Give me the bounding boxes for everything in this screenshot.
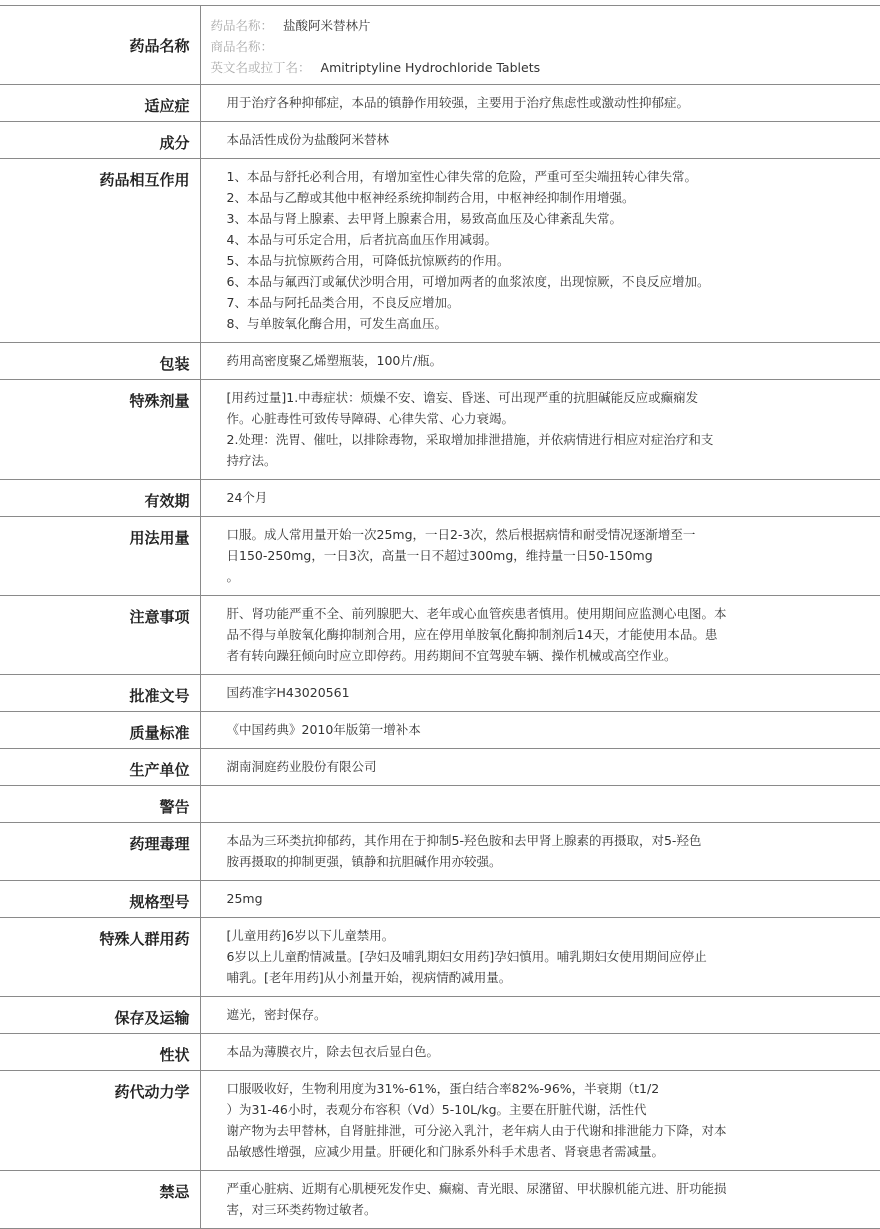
info-row [0,122,880,159]
row-content [200,881,880,918]
info-row [0,675,880,712]
content-line: 1、本品与舒托必利合用，有增加室性心律失常的危险，严重可至尖端扭转心律失常。 [226,169,697,184]
row-label: 保存及运输 [0,997,200,1034]
row-label: 成分 [0,122,200,159]
generic-name-key: 药品名称： [210,18,274,33]
content-line: 品不得与单胺氧化酶抑制剂合用，应在停用单胺氧化酶抑制剂后14天，才能使用本品。患 [226,627,718,642]
row-content [200,823,880,881]
row-label: 特殊人群用药 [0,918,200,997]
row-label: 注意事项 [0,596,200,675]
row-content [200,1071,880,1171]
generic-name-value: 盐酸阿米替林片 [283,18,371,33]
drug-info-table [0,5,880,1229]
row-label: 有效期 [0,480,200,517]
content-line: 本品为三环类抗抑郁药，其作用在于抑制5-羟色胺和去甲肾上腺素的再摄取，对5-羟色 [226,833,702,848]
info-row [0,1071,880,1171]
row-drug-name [0,6,880,85]
content-line: 24个月 [226,490,268,505]
row-content [200,596,880,675]
row-label: 药理毒理 [0,823,200,881]
content-line: 哺乳。[老年用药]从小剂量开始，视病情酌减用量。 [226,970,512,985]
content-line: 口服。成人常用量开始一次25mg，一日2-3次，然后根据病情和耐受情况逐渐增至一 [226,527,696,542]
content-line: 日150-250mg，一日3次，高量一日不超过300mg，维持量一日50-150mg [226,548,653,563]
row-label: 特殊剂量 [0,380,200,480]
info-row [0,380,880,480]
row-content [200,675,880,712]
row-label: 适应症 [0,85,200,122]
english-name-value: Amitriptyline Hydrochloride Tablets [320,60,541,75]
row-label: 性状 [0,1034,200,1071]
info-row [0,997,880,1034]
row-label: 批准文号 [0,675,200,712]
info-row [0,517,880,596]
row-label: 规格型号 [0,881,200,918]
content-line: 6、本品与氟西汀或氟伏沙明合用，可增加两者的血浆浓度，出现惊厥，不良反应增加。 [226,274,710,289]
info-row [0,596,880,675]
content-line: 胺再摄取的抑制更强，镇静和抗胆碱作用亦较强。 [226,854,502,869]
row-content [200,997,880,1034]
row-label: 禁忌 [0,1171,200,1229]
generic-name-line [211,15,871,36]
content-line: 4、本品与可乐定合用，后者抗高血压作用减弱。 [226,232,497,247]
content-line: 品敏感性增强，应减少用量。肝硬化和门脉系外科手术患者、肾衰患者需减量。 [226,1144,665,1159]
content-line: 作。心脏毒性可致传导障碍、心律失常、心力衰竭。 [226,411,515,426]
row-content [200,517,880,596]
content-line: 持疗法。 [226,453,277,468]
row-content [200,786,880,823]
content-line: 药用高密度聚乙烯塑瓶装，100片/瓶。 [226,353,443,368]
row-content [200,712,880,749]
english-name-key: 英文名或拉丁名： [210,60,311,75]
content-line: 7、本品与阿托品类合用，不良反应增加。 [226,295,460,310]
content-line: 本品为薄膜衣片，除去包衣后显白色。 [226,1044,440,1059]
content-line: 2.处理：洗胃、催吐，以排除毒物，采取增加排泄措施，并依病情进行相应对症治疗和支 [226,432,714,447]
info-row [0,343,880,380]
row-label: 质量标准 [0,712,200,749]
content-line: 2、本品与乙醇或其他中枢神经系统抑制药合用，中枢神经抑制作用增强。 [226,190,635,205]
content-line: 遮光，密封保存。 [226,1007,327,1022]
row-content [200,480,880,517]
row-label: 警告 [0,786,200,823]
info-row [0,881,880,918]
content-line: [用药过量]1.中毒症状：烦燥不安、谵妄、昏迷、可出现严重的抗胆碱能反应或癫痫发 [226,390,699,405]
content-line: 国药准字H43020561 [226,685,350,700]
info-row [0,1034,880,1071]
row-label: 药代动力学 [0,1071,200,1171]
row-label: 药品相互作用 [0,159,200,343]
content-line: 者有转向躁狂倾向时应立即停药。用药期间不宜驾驶车辆、操作机械或高空作业。 [226,648,677,663]
content-line: 《中国药典》2010年版第一增补本 [226,722,421,737]
content-line [227,793,871,814]
info-row [0,823,880,881]
row-content [200,918,880,997]
row-label: 包装 [0,343,200,380]
content-line: 谢产物为去甲替林，自肾脏排泄，可分泌入乳汁，老年病人由于代谢和排泄能力下降，对本 [226,1123,727,1138]
content-line: 3、本品与肾上腺素、去甲肾上腺素合用，易致高血压及心律紊乱失常。 [226,211,622,226]
content-line: 湖南洞庭药业股份有限公司 [226,759,377,774]
row-content [200,343,880,380]
content-line: 。 [226,569,240,584]
english-name-line [211,57,871,78]
info-row [0,159,880,343]
info-row [0,918,880,997]
content-line: 口服吸收好，生物利用度为31%-61%，蛋白结合率82%-96%，半衰期（t1/2 [226,1081,660,1096]
info-row [0,786,880,823]
row-content [200,1034,880,1071]
row-label: 药品名称 [0,6,200,85]
drug-name-block [200,6,880,85]
info-row [0,480,880,517]
content-line: 本品活性成份为盐酸阿米替林 [226,132,390,147]
row-content [200,122,880,159]
content-line: 5、本品与抗惊厥药合用，可降低抗惊厥药的作用。 [226,253,510,268]
content-line: 肝、肾功能严重不全、前列腺肥大、老年或心血管疾患者慎用。使用期间应监测心电图。本 [226,606,727,621]
content-line: ）为31-46小时，表观分布容积（Vd）5-10L/kg。主要在肝脏代谢，活性代 [226,1102,647,1117]
row-label: 用法用量 [0,517,200,596]
content-line: 25mg [226,891,263,906]
row-content [200,380,880,480]
content-line: 用于治疗各种抑郁症，本品的镇静作用较强，主要用于治疗焦虑性或激动性抑郁症。 [226,95,690,110]
trade-name-key: 商品名称： [210,39,274,54]
content-line: [儿童用药]6岁以下儿童禁用。 [226,928,395,943]
trade-name-line [211,36,871,57]
info-row [0,85,880,122]
row-label: 生产单位 [0,749,200,786]
row-content [200,159,880,343]
content-line: 严重心脏病、近期有心肌梗死发作史、癫痫、青光眼、尿潴留、甲状腺机能亢进、肝功能损 [226,1181,727,1196]
info-row [0,712,880,749]
content-line: 6岁以上儿童酌情减量。[孕妇及哺乳期妇女用药]孕妇慎用。哺乳期妇女使用期间应停止 [226,949,707,964]
content-line: 8、与单胺氧化酶合用，可发生高血压。 [226,316,447,331]
row-content [200,749,880,786]
info-row [0,749,880,786]
row-content [200,85,880,122]
content-line: 害，对三环类药物过敏者。 [226,1202,377,1217]
